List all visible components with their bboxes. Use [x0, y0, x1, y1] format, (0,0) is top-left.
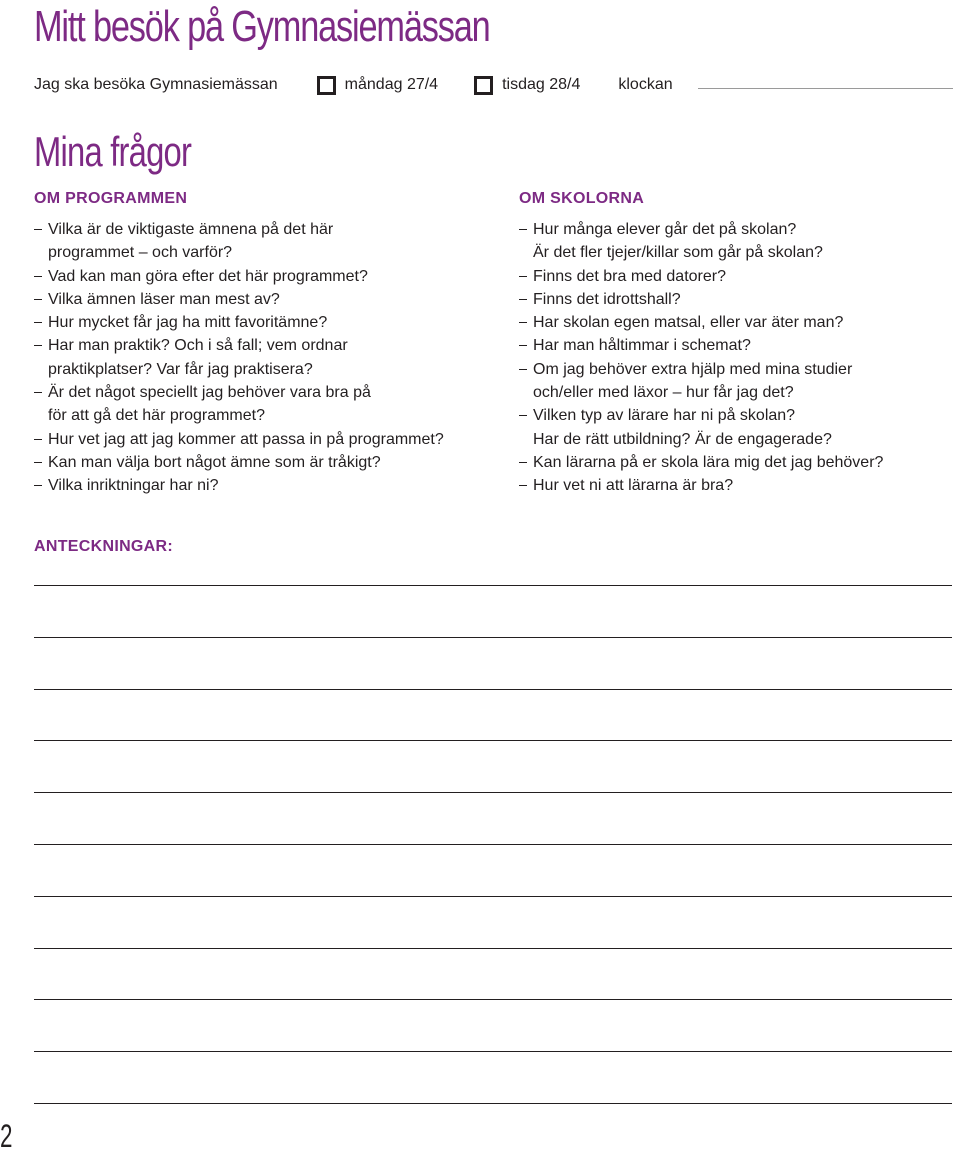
- schools-question-line: Har man håltimmar i schemat?: [519, 334, 883, 357]
- programmes-question-line: Hur mycket får jag ha mitt favoritämne?: [34, 311, 444, 334]
- notes-write-line[interactable]: [34, 1103, 952, 1104]
- visit-lead-text: Jag ska besöka Gymnasiemässan: [34, 76, 278, 93]
- programmes-question-line: Hur vet jag att jag kommer att passa in på programmet?: [34, 428, 444, 451]
- checkbox-monday[interactable]: [317, 76, 336, 95]
- notes-write-line[interactable]: [34, 844, 952, 845]
- schools-question-line: Hur vet ni att lärarna är bra?: [519, 474, 883, 497]
- schools-question-line: Är det fler tjejer/killar som går på skolan?: [533, 244, 823, 262]
- visit-row: [34, 72, 673, 98]
- programmes-question-list: [34, 218, 444, 498]
- programmes-question-line: Är det något speciellt jag behöver vara bra på: [34, 381, 444, 404]
- programmes-question-line: Kan man välja bort något ämne som är tråkigt?: [34, 451, 444, 474]
- schools-question-line: Har de rätt utbildning? Är de engagerade?: [533, 430, 832, 448]
- notes-write-line[interactable]: [34, 896, 952, 897]
- notes-write-line[interactable]: [34, 1051, 952, 1052]
- programmes-question-line: Vilka ämnen läser man mest av?: [34, 288, 444, 311]
- schools-heading: OM SKOLORNA: [519, 190, 645, 207]
- page-title: Mitt besök på Gymnasiemässan: [34, 2, 490, 51]
- notes-write-line[interactable]: [34, 999, 952, 1000]
- schools-question-line: Finns det bra med datorer?: [519, 265, 883, 288]
- programmes-question-line: för att gå det här programmet?: [48, 407, 265, 425]
- schools-question-line: Vilken typ av lärare har ni på skolan?: [519, 404, 883, 427]
- schools-question-line: Hur många elever går det på skolan?: [519, 218, 883, 241]
- schools-question-line: Finns det idrottshall?: [519, 288, 883, 311]
- notes-write-line[interactable]: [34, 792, 952, 793]
- time-write-line[interactable]: [698, 88, 953, 89]
- programmes-question-line: Vilka inriktningar har ni?: [34, 474, 444, 497]
- schools-question-line: Om jag behöver extra hjälp med mina studier: [519, 358, 883, 381]
- schools-question-line: Kan lärarna på er skola lära mig det jag behöver?: [519, 451, 883, 474]
- time-label: klockan: [618, 76, 673, 93]
- notes-write-line[interactable]: [34, 689, 952, 690]
- programmes-question-line: programmet – och varför?: [48, 244, 233, 262]
- day-tuesday-label: tisdag 28/4: [502, 76, 581, 93]
- programmes-heading: OM PROGRAMMEN: [34, 190, 188, 207]
- schools-question-line: och/eller med läxor – hur får jag det?: [533, 384, 794, 402]
- schools-question-list: [519, 218, 883, 498]
- programmes-question-line: Vilka är de viktigaste ämnena på det här: [34, 218, 444, 241]
- day-monday-label: måndag 27/4: [344, 76, 439, 93]
- programmes-question-line: Har man praktik? Och i så fall; vem ordnar: [34, 334, 444, 357]
- notes-write-line[interactable]: [34, 637, 952, 638]
- programmes-question-line: praktikplatser? Var får jag praktisera?: [48, 360, 313, 378]
- programmes-question-line: Vad kan man göra efter det här programmet?: [34, 265, 444, 288]
- checkbox-tuesday[interactable]: [474, 76, 493, 95]
- page-number: 2: [0, 1118, 13, 1154]
- notes-write-line[interactable]: [34, 948, 952, 949]
- questions-title: Mina frågor: [34, 128, 192, 175]
- schools-question-line: Har skolan egen matsal, eller var äter man?: [519, 311, 883, 334]
- notes-write-line[interactable]: [34, 740, 952, 741]
- notes-write-line[interactable]: [34, 585, 952, 586]
- notes-heading: ANTECKNINGAR:: [34, 538, 174, 555]
